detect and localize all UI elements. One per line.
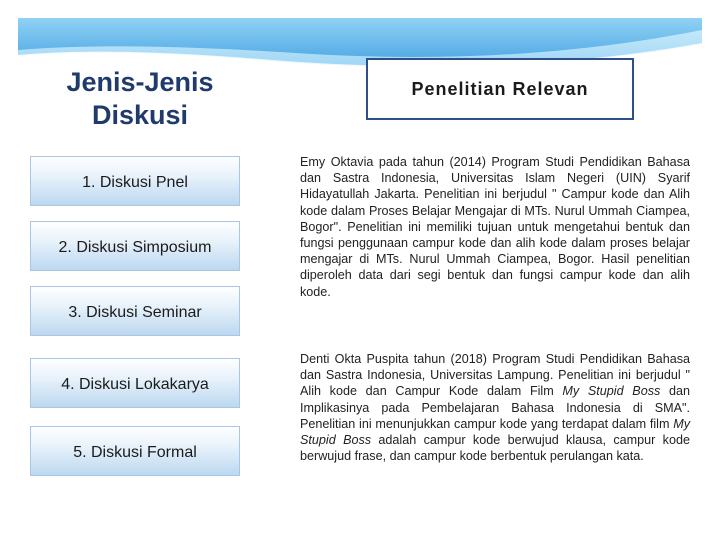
diskusi-item-label: 1. Diskusi Pnel [82, 174, 188, 191]
diskusi-item-simposium [30, 221, 240, 271]
right-section-title: Penelitian Relevan [411, 78, 589, 99]
diskusi-item-formal [30, 426, 240, 476]
diskusi-item-label: 4. Diskusi Lokakarya [61, 376, 209, 393]
paragraph-text: adalah campur kode berwujud klausa, campur kode berwujud frase, dan campur kode berbentuk perulangan kata. [300, 433, 690, 464]
paragraph-denti-okta-puspita [300, 351, 690, 464]
paragraph-text: Denti Okta Puspita tahun (2018) Program Studi Pendidikan Bahasa dan Sastra Indonesia, Universitas Lampung. Penelitian ini berjudul " Alih kode dan Campur Kode dalam Film [300, 352, 690, 399]
diskusi-item-panel [30, 156, 240, 206]
film-title-italic: My Stupid Boss [562, 384, 661, 399]
left-section-title: Jenis-Jenis Diskusi [66, 67, 214, 130]
right-section-title-box [366, 58, 634, 120]
diskusi-item-label: 5. Diskusi Formal [73, 444, 197, 461]
film-title-italic: My Stupid Boss [300, 416, 690, 448]
diskusi-item-lokakarya [30, 358, 240, 408]
diskusi-item-label: 3. Diskusi Seminar [68, 304, 202, 321]
diskusi-item-seminar [30, 286, 240, 336]
paragraph-text: dan Implikasinya pada Pembelajaran Bahasa Indonesia di SMA". Penelitian ini menunjukkan campur kode yang terdapat dalam film [300, 384, 690, 431]
paragraph-emy-oktavia: Emy Oktavia pada tahun (2014) Program Studi Pendidikan Bahasa dan Sastra Indonesia, Universitas Islam Negeri (UIN) Syarif Hidayatullah Jakarta. Penelitian ini berjudul " Campur kode dan Alih kode dalam Proses Belajar Mengajar di MTs. Nurul Ummah Ciampea, Bogor". Penelitian ini memiliki tujuan untuk mengetahui bentuk dan fungsi penggunaan campur kode dan alih kode dalam proses belajar mengajar di MTs. Nurul Ummah Ciampea, Bogor. Hasil penelitian diperoleh data dari segi bentuk dan fungsi campur kode dan alih kode. [300, 155, 690, 299]
diskusi-item-label: 2. Diskusi Simposium [58, 239, 212, 256]
